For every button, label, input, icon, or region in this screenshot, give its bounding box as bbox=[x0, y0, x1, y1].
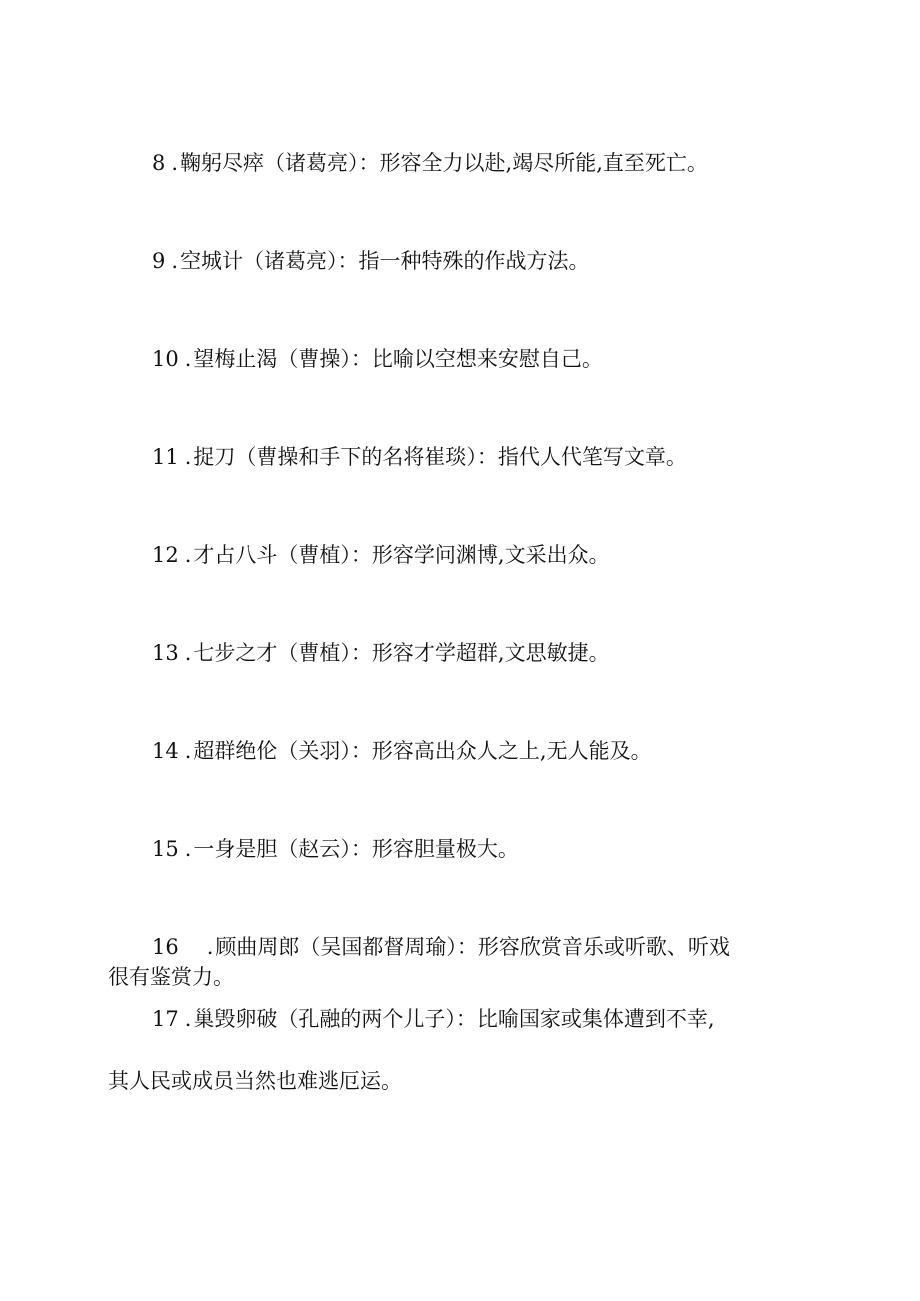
entry-17-continuation: 其人民或成员当然也难逃厄运。 bbox=[108, 1069, 402, 1093]
entry-text: 顾曲周郎（吴国都督周瑜）：形容欣赏音乐或听歌、听戏 bbox=[215, 935, 730, 959]
entry-12 bbox=[108, 540, 820, 570]
entry-text: 超群绝伦（关羽）：形容高出众人之上,无人能及。 bbox=[193, 739, 652, 763]
entry-separator: . bbox=[184, 739, 192, 763]
entry-separator: . bbox=[171, 249, 179, 273]
entry-number: 8 bbox=[152, 151, 166, 175]
entry-separator: . bbox=[184, 347, 192, 371]
entry-separator: . bbox=[184, 445, 192, 469]
entry-15 bbox=[108, 834, 820, 864]
entry-14 bbox=[108, 736, 820, 766]
entry-number: 15 bbox=[152, 837, 179, 861]
entry-number: 9 bbox=[152, 249, 166, 273]
entry-separator: . bbox=[171, 151, 179, 175]
entry-13 bbox=[108, 638, 820, 668]
entry-text: 七步之才（曹植）：形容才学超群,文思敏捷。 bbox=[193, 641, 610, 665]
entry-number: 16 bbox=[152, 935, 179, 959]
entry-separator: . bbox=[206, 935, 214, 959]
entry-separator: . bbox=[184, 837, 192, 861]
entry-text: 巢毁卵破（孔融的两个儿子）：比喻国家或集体遭到不幸, bbox=[193, 1007, 715, 1031]
entry-16 bbox=[108, 932, 820, 962]
entry-number: 11 bbox=[152, 445, 179, 469]
entry-text: 空城计（诸葛亮）：指一种特殊的作战方法。 bbox=[180, 249, 590, 273]
entry-16-continuation: 很有鉴赏力。 bbox=[108, 965, 234, 989]
entry-number: 17 bbox=[152, 1007, 179, 1031]
entry-text: 才占八斗（曹植）：形容学问渊博,文采出众。 bbox=[193, 543, 610, 567]
entry-text: 捉刀（曹操和手下的名将崔琰）：指代人代笔写文章。 bbox=[193, 445, 687, 469]
entry-separator: . bbox=[184, 1007, 192, 1031]
entry-10 bbox=[108, 344, 820, 374]
entry-separator: . bbox=[184, 543, 192, 567]
entry-number: 14 bbox=[152, 739, 179, 763]
entry-text: 望梅止渴（曹操）：比喻以空想来安慰自己。 bbox=[193, 347, 603, 371]
entry-number: 12 bbox=[152, 543, 179, 567]
entry-8 bbox=[108, 148, 820, 178]
entry-number: 10 bbox=[152, 347, 179, 371]
entry-11 bbox=[108, 442, 820, 472]
entry-9 bbox=[108, 246, 820, 276]
entry-number: 13 bbox=[152, 641, 179, 665]
entry-17 bbox=[108, 1004, 820, 1034]
entry-text: 鞠躬尽瘁（诸葛亮）：形容全力以赴,竭尽所能,直至死亡。 bbox=[180, 151, 708, 175]
entry-text: 一身是胆（赵云）：形容胆量极大。 bbox=[193, 837, 519, 861]
entry-separator: . bbox=[184, 641, 192, 665]
